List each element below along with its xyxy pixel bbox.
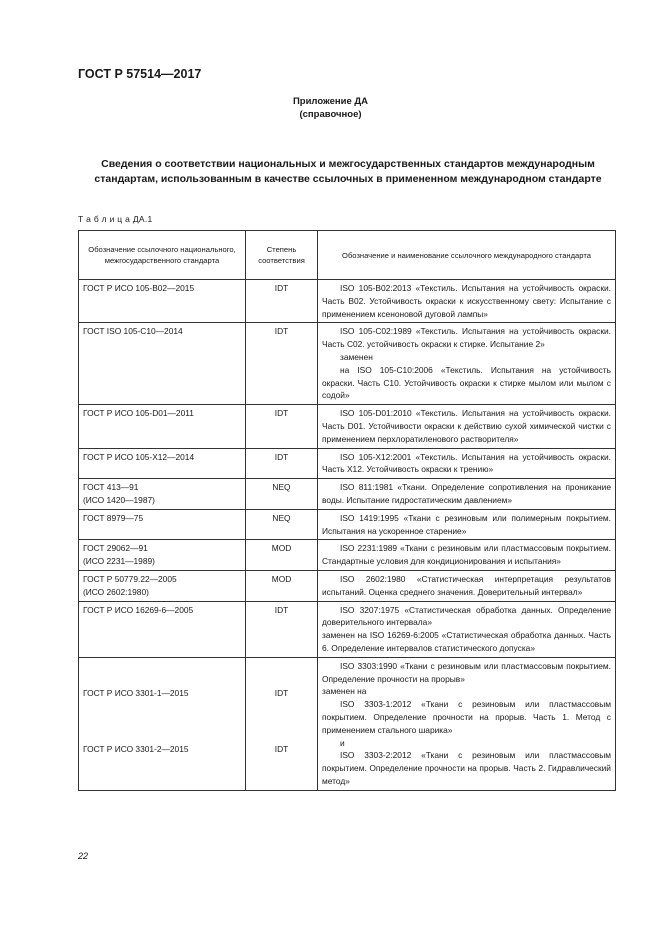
standard-code-secondary: (ИСО 1420—1987) bbox=[83, 494, 155, 505]
table-row bbox=[79, 509, 616, 540]
header-degree: Степень соответствия bbox=[246, 231, 318, 280]
table-header-row bbox=[79, 231, 616, 280]
header-international-standard: Обозначение и наименование ссылочного международного стандарта bbox=[318, 231, 616, 280]
replaced-label: заменен bbox=[340, 351, 373, 362]
international-standard-cell bbox=[318, 405, 616, 448]
standard-code: ГОСТ 29062—91 bbox=[83, 543, 148, 554]
international-standard-cell bbox=[318, 601, 616, 657]
national-standard-cell bbox=[79, 479, 246, 510]
international-standard-cell bbox=[318, 657, 616, 790]
standard-code: ГОСТ Р 50779.22—2005 bbox=[83, 573, 177, 584]
correspondence-table bbox=[78, 230, 616, 791]
standard-code-secondary: (ИСО 2231—1989) bbox=[83, 556, 155, 567]
description-text: ISO 105-B02:2013 «Текстиль. Испытания на устойчивость окраски. Часть В02. Устойчивость окраски к искусственному свету: Испытание с применением ксеноновой дуговой лампы» bbox=[322, 283, 611, 319]
national-standard-cell: ГОСТ ISO 105-С10—2014 bbox=[79, 323, 246, 405]
degree-cell: MOD bbox=[246, 540, 318, 571]
national-standard-cell: ГОСТ Р ИСО 105-В02—2015 bbox=[79, 280, 246, 323]
replaced-by-text: заменен на ISO 16269-6:2005 «Статистическая обработка данных. Часть 6. Определение интервалов статистического допуска» bbox=[322, 630, 611, 653]
description-text: ISO 105-C02:1989 «Текстиль. Испытания на устойчивость окраски. Часть С02. устойчивость окраски к стирке. Испытание 2» bbox=[322, 326, 611, 350]
degree-cell: IDT bbox=[246, 405, 318, 448]
replaced-by-text: на ISO 105-C10:2006 «Текстиль. Испытания на устойчивость окраски. Часть С10. Устойчивость окраски к стирке мылом или мылом с содой» bbox=[322, 364, 611, 401]
international-standard-cell bbox=[318, 540, 616, 571]
document-title: Сведения о соответствии национальных и межгосударственных стандартов международным стандартам, использованным в качестве ссылочных в примененном международном стандарте bbox=[94, 158, 602, 185]
national-standard-cell: ГОСТ Р ИСО 105-Х12—2014 bbox=[79, 448, 246, 479]
and-text: и bbox=[340, 737, 345, 748]
page-number: 22 bbox=[78, 851, 89, 861]
annex-heading bbox=[0, 95, 661, 121]
description-text: ISO 1419:1995 «Ткани с резиновым или полимерным покрытием. Испытания на ускоренное старение» bbox=[322, 512, 611, 536]
international-standard-cell bbox=[318, 509, 616, 540]
degree-cell bbox=[246, 657, 318, 790]
description-text: ISO 811:1981 «Ткани. Определение сопротивления на проникание воды. Испытание гидростатическим давлением» bbox=[322, 482, 611, 505]
document-header: ГОСТ Р 57514—2017 bbox=[78, 67, 202, 81]
degree-cell: IDT bbox=[246, 323, 318, 405]
standard-code: ГОСТ 413—91 bbox=[83, 482, 139, 493]
national-standard-cell bbox=[79, 570, 246, 601]
table-row bbox=[79, 323, 616, 405]
description-text: ISO 105-D01:2010 «Текстиль. Испытания на устойчивость окраски. Часть D01. Устойчивости окраски к действию сухой химической чистки с применением перхлоратиленового растворителя» bbox=[322, 408, 611, 444]
header-national-standard: Обозначение ссылочного национального, межгосударственного стандарта bbox=[79, 231, 246, 280]
national-standard-cell bbox=[79, 540, 246, 571]
degree-cell: NEQ bbox=[246, 479, 318, 510]
replaced-label: заменен на bbox=[322, 686, 367, 697]
table-row bbox=[79, 280, 616, 323]
table-caption: Т а б л и ц а ДА.1 bbox=[78, 214, 153, 224]
table-row bbox=[79, 601, 616, 657]
degree-cell: NEQ bbox=[246, 509, 318, 540]
table-row bbox=[79, 657, 616, 790]
international-standard-cell bbox=[318, 280, 616, 323]
description-text: ISO 2231:1989 «Ткани с резиновым или пластмассовым покрытием. Стандартные условия для кондиционирования и испытания» bbox=[322, 543, 611, 567]
standard-code: ГОСТ Р ИСО 3301-1—2015 bbox=[83, 687, 189, 698]
description-text: ISO 3207:1975 «Статистическая обработка данных. Определение доверительного интервала» bbox=[322, 604, 611, 628]
national-standard-cell bbox=[79, 657, 246, 790]
degree-value-secondary: IDT bbox=[274, 743, 289, 754]
table-row bbox=[79, 479, 616, 510]
annex-subtitle: (справочное) bbox=[299, 109, 362, 120]
international-standard-cell bbox=[318, 570, 616, 601]
part2-text: ISO 3303-2:2012 «Ткани с резиновым или пластмассовым покрытием. Определение прочности на прорыв. Часть 2. Гидравлический метод» bbox=[322, 750, 611, 786]
part1-text: ISO 3303-1:2012 «Ткани с резиновым или пластмассовым покрытием. Определение прочности на прорыв. Часть 1. Метод с применением стального шарика» bbox=[322, 699, 611, 735]
degree-cell: IDT bbox=[246, 280, 318, 323]
national-standard-cell: ГОСТ Р ИСО 105-D01—2011 bbox=[79, 405, 246, 448]
degree-cell: MOD bbox=[246, 570, 318, 601]
annex-title: Приложение ДА bbox=[292, 96, 369, 107]
description-text: ISO 3303:1990 «Ткани с резиновым или пластмассовым покрытием. Определение прочности на прорыв» bbox=[322, 660, 611, 684]
degree-value: IDT bbox=[274, 687, 289, 698]
degree-cell: IDT bbox=[246, 448, 318, 479]
national-standard-cell: ГОСТ 8979—75 bbox=[79, 509, 246, 540]
international-standard-cell bbox=[318, 323, 616, 405]
table-row bbox=[79, 540, 616, 571]
degree-cell: IDT bbox=[246, 601, 318, 657]
table-row bbox=[79, 570, 616, 601]
standard-code-secondary: ГОСТ Р ИСО 3301-2—2015 bbox=[83, 743, 189, 754]
table-row bbox=[79, 448, 616, 479]
description-text: ISO 105-X12:2001 «Текстиль. Испытания на устойчивость окраски. Часть X12. Устойчивость окраски к трению» bbox=[322, 451, 611, 475]
international-standard-cell bbox=[318, 448, 616, 479]
national-standard-cell: ГОСТ Р ИСО 16269-6—2005 bbox=[79, 601, 246, 657]
table-row bbox=[79, 405, 616, 448]
standard-code-secondary: (ИСО 2602:1980) bbox=[83, 586, 149, 597]
international-standard-cell bbox=[318, 479, 616, 510]
description-text: ISO 2602:1980 «Статистическая интерпретация результатов испытаний. Оценка среднего значения. Доверительный интервал» bbox=[322, 573, 611, 597]
